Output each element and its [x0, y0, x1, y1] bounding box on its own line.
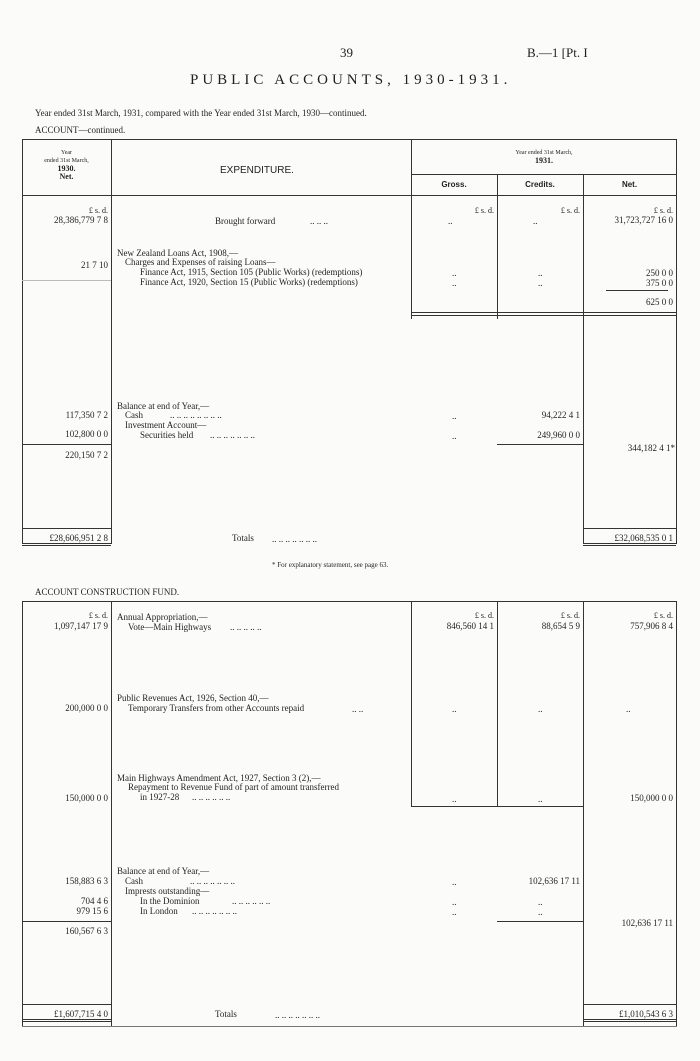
- year-header: Year ended 31st March, 1931.: [515, 150, 573, 165]
- charges-1930: 21 7 10: [81, 260, 108, 270]
- table1-top-rule: [22, 139, 677, 140]
- balance-label: Balance at end of Year,—: [117, 401, 210, 411]
- gross-column-header: Gross.: [441, 180, 467, 189]
- dominion-1930: 704 4 6: [81, 896, 108, 906]
- charges-label: Charges and Expenses of raising Loans—: [125, 257, 276, 267]
- mha-line2: Repayment to Revenue Fund of part of amount transferred: [128, 782, 339, 792]
- vote-main-highways: Vote—Main Highways: [128, 622, 212, 632]
- securities-credits: 249,960 0 0: [537, 430, 580, 440]
- totals-1930: £28,606,951 2 8: [49, 533, 108, 543]
- annual-appropriation: Annual Appropriation,—: [117, 612, 208, 622]
- london-1930: 979 15 6: [76, 906, 108, 916]
- finance-act-1920-net: 375 0 0: [646, 278, 673, 288]
- lsd-header: £ s. d.: [88, 206, 108, 215]
- cash-1930: 117,350 7 2: [65, 410, 108, 420]
- pra-1930: 200,000 0 0: [65, 703, 108, 713]
- finance-act-1915: Finance Act, 1915, Section 105 (Public Works) (redemptions): [140, 267, 363, 277]
- lsd-header: £ s. d.: [560, 206, 580, 215]
- totals-net-2: £1,010,543 6 3: [619, 1009, 673, 1019]
- cash-1930-2: 158,883 6 3: [65, 876, 108, 886]
- construction-fund-title: ACCOUNT CONSTRUCTION FUND.: [35, 587, 180, 597]
- vote-net: 757,906 8 4: [630, 621, 673, 631]
- lsd-header: £ s. d.: [474, 206, 494, 215]
- mha-net: 150,000 0 0: [630, 793, 673, 803]
- vote-credits: 88,654 5 9: [541, 621, 580, 631]
- london-label: In London: [140, 906, 178, 916]
- brought-forward-1930: 28,386,779 7 8: [54, 215, 108, 225]
- temporary-transfers: Temporary Transfers from other Accounts repaid: [128, 703, 305, 713]
- finance-act-1915-net: 250 0 0: [646, 268, 673, 278]
- loans-subtotal-net: 625 0 0: [646, 297, 673, 307]
- totals-net: £32,068,535 0 1: [614, 533, 673, 543]
- page-subtitle: Year ended 31st March, 1931, compared with the Year ended 31st March, 1930—continued.: [35, 108, 367, 118]
- cash-credits: 94,222 4 1: [541, 410, 580, 420]
- document-reference: B.—1 [Pt. I: [527, 45, 588, 60]
- totals-label-2: Totals: [215, 1009, 237, 1019]
- expenditure-heading: EXPENDITURE.: [220, 165, 294, 176]
- investment-label: Investment Account—: [125, 420, 207, 430]
- footnote: * For explanatory statement, see page 63.: [272, 561, 389, 569]
- public-revenues-act: Public Revenues Act, 1926, Section 40,—: [117, 693, 269, 703]
- dominion-label: In the Dominion: [140, 896, 200, 906]
- cash-label-2: Cash: [125, 876, 143, 886]
- cash-credits-2: 102,636 17 11: [528, 876, 580, 886]
- page-number: 39: [340, 45, 353, 60]
- cash-label: Cash: [125, 410, 143, 420]
- net-column-header: Net.: [621, 180, 638, 189]
- table1-header-rule: [22, 195, 677, 196]
- totals-1930-2: £1,607,715 4 0: [54, 1009, 108, 1019]
- brought-forward-gross: ..: [448, 216, 453, 226]
- finance-act-1920: Finance Act, 1920, Section 15 (Public Works) (redemptions): [140, 277, 358, 287]
- brought-forward-credits: ..: [533, 216, 538, 226]
- imprests-label: Imprests outstanding—: [125, 886, 210, 896]
- left-column-header: Year ended 31st March, 1930. Net.: [44, 150, 89, 181]
- credits-column-header: Credits.: [525, 180, 555, 189]
- balance-1930-total: 220,150 7 2: [65, 450, 108, 460]
- nz-loans-act: New Zealand Loans Act, 1908,—: [117, 248, 238, 258]
- mha-line3: in 1927-28: [140, 792, 180, 802]
- brought-forward-net: 31,723,727 16 0: [614, 215, 673, 225]
- investment-1930: 102,800 0 0: [65, 429, 108, 439]
- main-highways-amendment-act: Main Highways Amendment Act, 1927, Section 3 (2),—: [117, 773, 321, 783]
- balance-label-2: Balance at end of Year,—: [117, 866, 210, 876]
- mha-1930: 150,000 0 0: [65, 793, 108, 803]
- securities-label: Securities held: [140, 430, 194, 440]
- page-title: PUBLIC ACCOUNTS, 1930-1931.: [190, 72, 512, 88]
- balance-1930-total-2: 160,567 6 3: [65, 926, 108, 936]
- totals-label: Totals: [232, 533, 254, 543]
- annual-1930: 1,097,147 17 9: [54, 621, 108, 631]
- balance-net: 344,182 4 1*: [627, 443, 675, 453]
- vote-gross: 846,560 14 1: [446, 621, 494, 631]
- brought-forward-label: Brought forward: [215, 216, 276, 226]
- lsd-header: £ s. d.: [653, 206, 673, 215]
- balance-net-2: 102,636 17 11: [621, 918, 673, 928]
- account-label: ACCOUNT—continued.: [35, 125, 126, 135]
